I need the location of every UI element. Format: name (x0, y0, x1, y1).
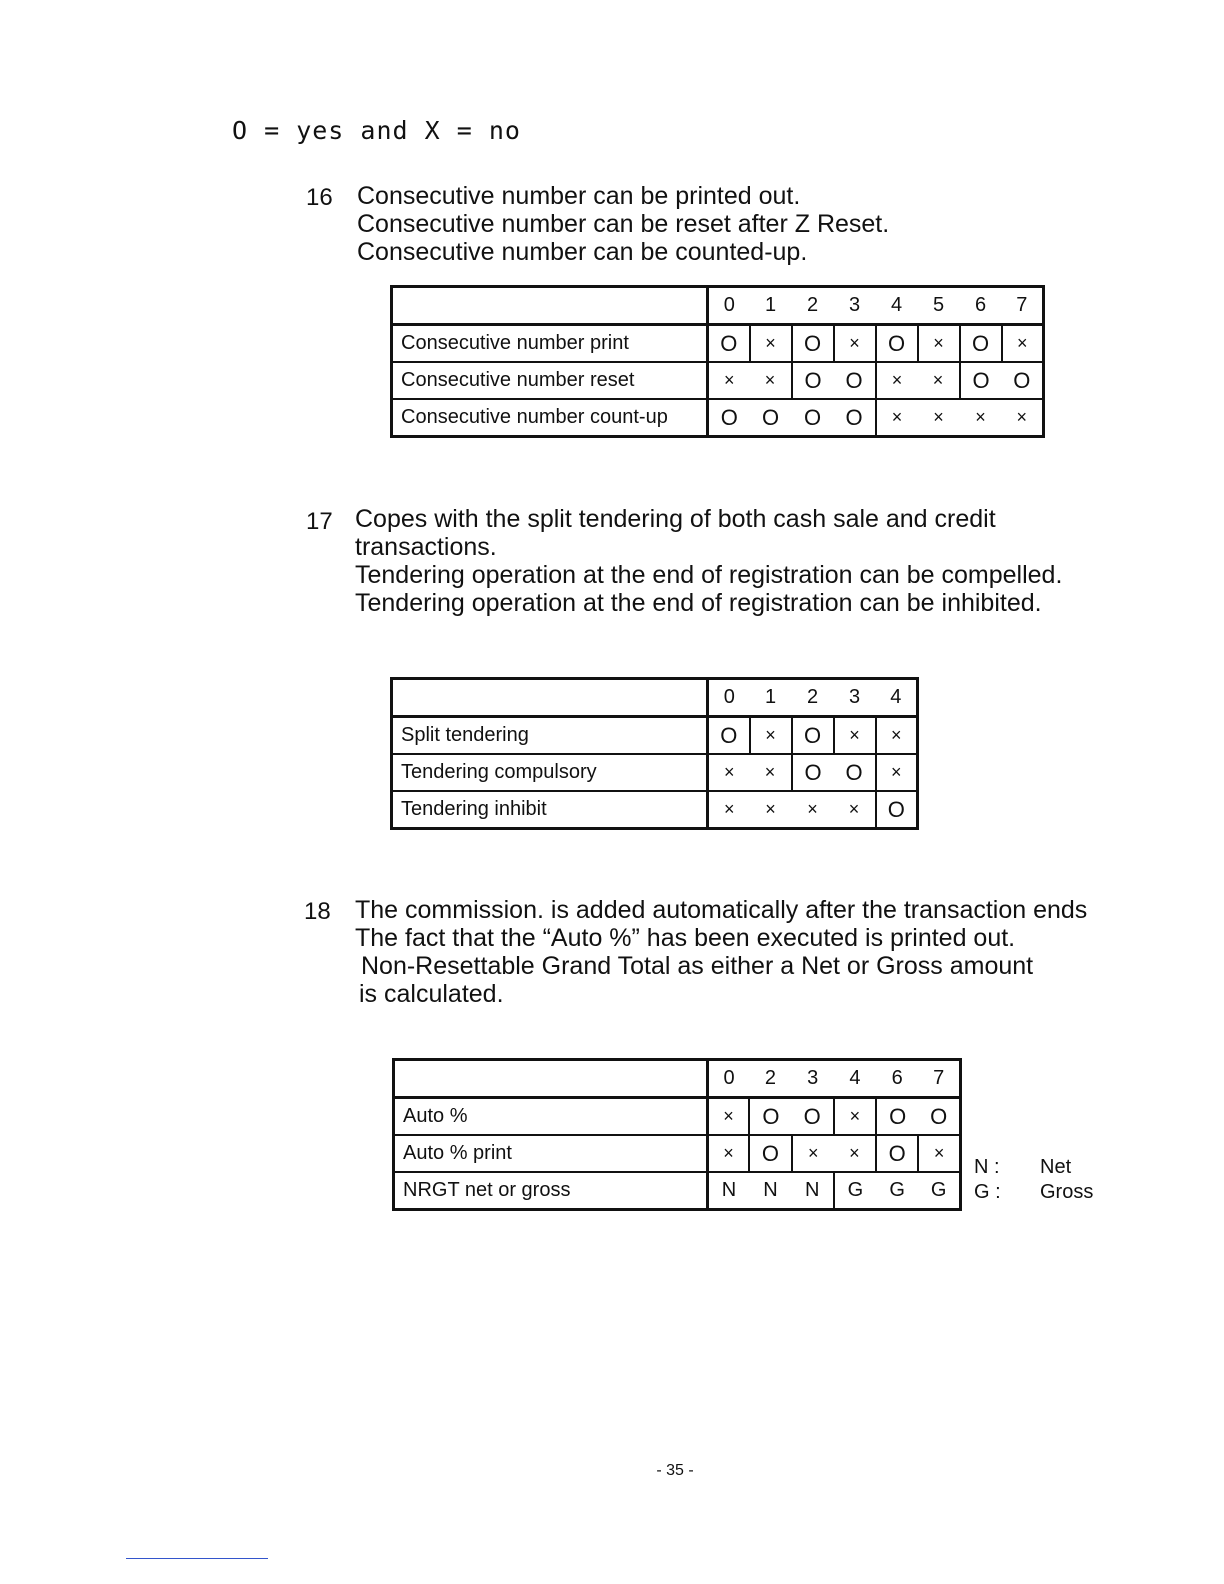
table-row (392, 325, 1044, 363)
column-header: 4 (834, 1060, 876, 1098)
table-row (394, 1135, 961, 1172)
value-cell: O (708, 325, 750, 363)
value-cell: × (834, 717, 876, 755)
section-text (355, 896, 1087, 1008)
value-cell: G (889, 1179, 905, 1201)
legend-value: Net (1040, 1156, 1072, 1178)
section-number: 17 (306, 508, 333, 535)
section-line: Non-Resettable Grand Total as either a Net or Gross amount (361, 952, 1034, 980)
column-header: 2 (792, 287, 834, 325)
value-cell: × (918, 325, 960, 363)
column-header: 6 (876, 1060, 918, 1098)
value-cell: O (876, 791, 918, 829)
column-header: 3 (792, 1060, 834, 1098)
value-cell: × (933, 407, 944, 427)
table-row (392, 362, 1044, 399)
column-header: 1 (750, 679, 792, 717)
footnote-rule (126, 1558, 268, 1559)
value-cell: × (1016, 407, 1027, 427)
legend-value: Gross (1040, 1181, 1094, 1203)
value-cell: O (749, 1135, 791, 1172)
value-cell: O (960, 325, 1002, 363)
value-cell: × (918, 362, 960, 399)
column-header: 5 (918, 287, 960, 325)
auto-percent-table (392, 1058, 962, 1211)
value-cell: × (708, 362, 750, 399)
value-cell: O (792, 717, 834, 755)
table-header-row (392, 679, 918, 717)
section-number: 16 (306, 184, 333, 211)
net-gross-legend (974, 1155, 1093, 1205)
value-cell: × (792, 1135, 834, 1172)
value-cell: × (750, 362, 792, 399)
column-header: 6 (960, 287, 1002, 325)
value-cell: O (792, 362, 834, 399)
section-line: Tendering operation at the end of registration can be inhibited. (355, 589, 1042, 617)
column-header: 3 (834, 679, 876, 717)
value-cell: × (707, 1098, 749, 1136)
value-cell: × (876, 399, 918, 437)
value-cell: O (761, 404, 780, 430)
value-cell: O (803, 404, 822, 430)
value-cell: × (1002, 325, 1044, 363)
section-line: transactions. (355, 533, 497, 561)
value-cell: × (708, 754, 750, 791)
column-header: 4 (876, 287, 918, 325)
section-line: Consecutive number can be reset after Z Reset. (357, 210, 890, 238)
column-header: 7 (918, 1060, 960, 1098)
value-cell: O (708, 717, 750, 755)
table-header-row (394, 1060, 961, 1098)
value-cell: N (804, 1179, 820, 1201)
value-cell: O (834, 362, 876, 399)
section-number: 18 (304, 898, 331, 925)
value-cell: × (975, 407, 986, 427)
row-label: Auto % print (394, 1135, 708, 1172)
row-label: Auto % (394, 1098, 708, 1136)
section-text (355, 505, 1062, 617)
legend-entry (974, 1155, 1093, 1180)
header-blank-cell (394, 1060, 708, 1098)
value-cell: O (876, 325, 918, 363)
section-line: The fact that the “Auto %” has been executed is printed out. (355, 924, 1016, 952)
value-cell: × (807, 799, 818, 819)
value-cell: O (834, 754, 876, 791)
value-cell: × (834, 325, 876, 363)
value-cell: G (930, 1179, 947, 1201)
value-cell: × (918, 1135, 960, 1172)
page-number: - 35 - (656, 1462, 694, 1479)
legend-line: O = yes and X = no (232, 116, 521, 145)
row-label: Tendering inhibit (392, 791, 708, 829)
split-tendering-table (390, 677, 919, 830)
legend-key: G : (974, 1181, 1001, 1203)
table-row (392, 717, 918, 755)
consecutive-number-table (390, 285, 1045, 438)
section-line: is calculated. (359, 980, 504, 1008)
table-row (394, 1098, 961, 1136)
value-cell: × (876, 717, 918, 755)
value-cell: × (707, 1135, 749, 1172)
column-header: 2 (792, 679, 834, 717)
column-header: 0 (707, 1060, 749, 1098)
row-label: Consecutive number print (392, 325, 708, 363)
value-cell: O (792, 754, 834, 791)
value-cell: N (721, 1179, 737, 1201)
value-cell: × (750, 717, 792, 755)
value-cell: × (876, 754, 918, 791)
value-cell: × (750, 325, 792, 363)
value-cell: × (848, 799, 860, 819)
row-label: Consecutive number count-up (392, 399, 708, 437)
section-line: Consecutive number can be printed out. (357, 182, 801, 210)
value-cell: O (876, 1098, 918, 1136)
value-cell: × (834, 1135, 876, 1172)
value-cell: × (750, 754, 792, 791)
table-row (394, 1172, 961, 1210)
row-label: Tendering compulsory (392, 754, 708, 791)
column-header: 3 (834, 287, 876, 325)
value-cell: O (1002, 362, 1044, 399)
table-header-row (392, 287, 1044, 325)
header-blank-cell (392, 679, 708, 717)
value-cell: O (960, 362, 1002, 399)
value-cell: O (792, 325, 834, 363)
column-header: 0 (708, 679, 750, 717)
legend-entry (974, 1180, 1093, 1205)
table-row (392, 791, 918, 829)
table-row (392, 399, 1044, 437)
row-label: NRGT net or gross (394, 1172, 708, 1210)
section-line: Copes with the split tendering of both cash sale and credit (355, 505, 996, 533)
column-header: 4 (876, 679, 918, 717)
value-cell: × (765, 799, 776, 819)
column-header: 0 (708, 287, 750, 325)
column-header: 1 (750, 287, 792, 325)
column-header: 2 (749, 1060, 791, 1098)
value-cell: O (720, 404, 738, 430)
value-cell: G (834, 1172, 876, 1210)
section-line: Tendering operation at the end of registration can be compelled. (355, 561, 1063, 589)
value-cell: O (792, 1098, 834, 1136)
column-header: 7 (1002, 287, 1044, 325)
value-cell: N (763, 1179, 778, 1201)
value-cell: O (876, 1135, 918, 1172)
section-line: The commission. is added automatically after the transaction ends (355, 896, 1088, 924)
row-label: Split tendering (392, 717, 708, 755)
header-blank-cell (392, 287, 708, 325)
value-cell: O (749, 1098, 791, 1136)
value-cell: O (918, 1098, 960, 1136)
value-cell: × (876, 362, 918, 399)
value-cell: O (845, 404, 863, 430)
legend-key: N : (974, 1156, 1000, 1178)
section-line: Consecutive number can be counted-up. (357, 238, 808, 266)
value-cell: × (834, 1098, 876, 1136)
table-row (392, 754, 918, 791)
value-cell: × (723, 799, 735, 819)
row-label: Consecutive number reset (392, 362, 708, 399)
section-text (357, 182, 889, 266)
